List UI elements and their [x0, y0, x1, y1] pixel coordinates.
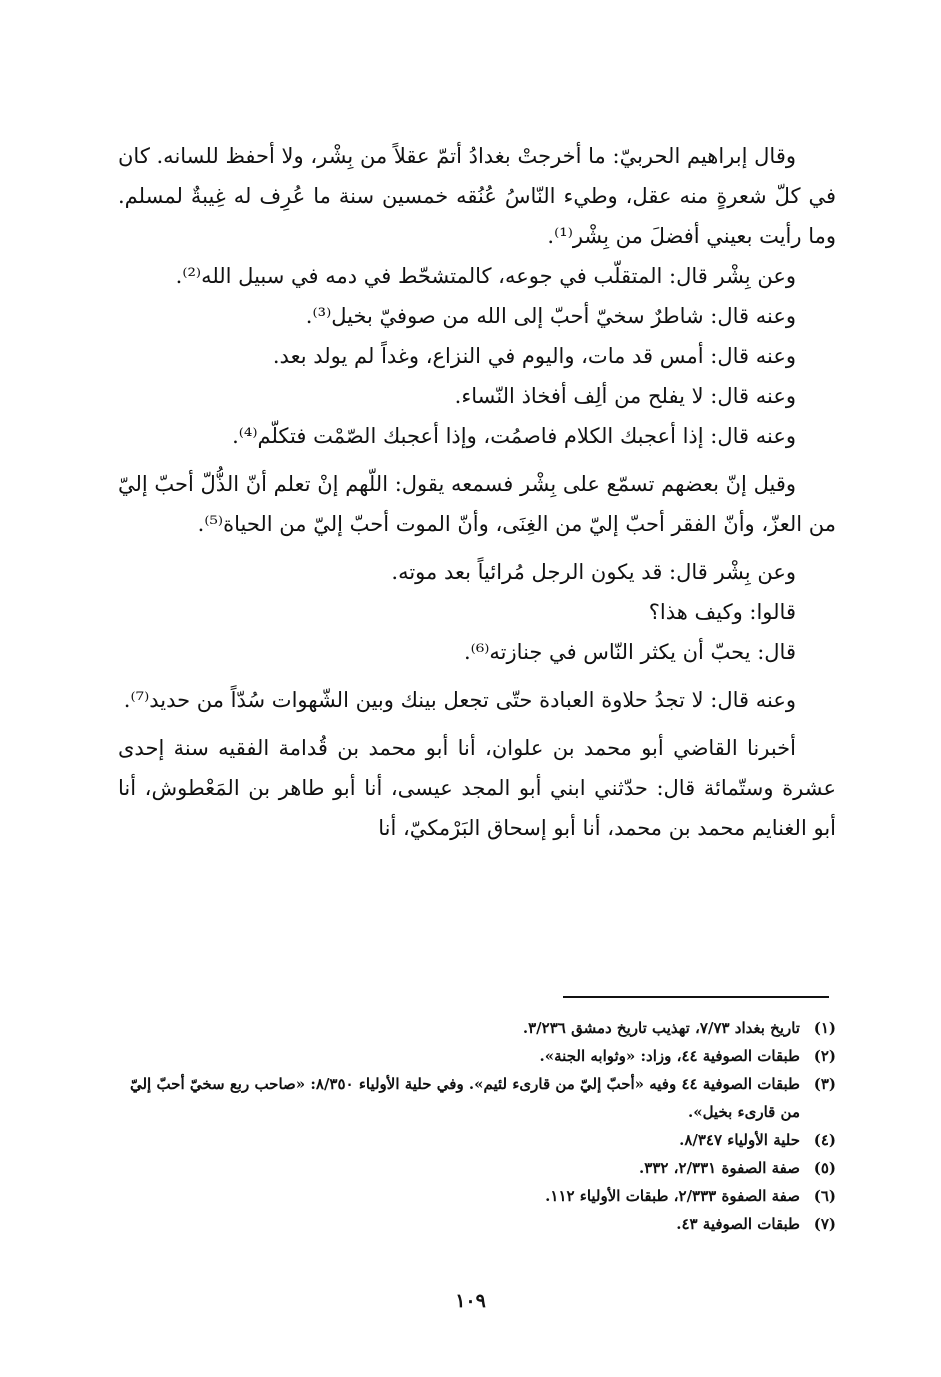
- paragraph-prayer: وقيل إنّ بعضهم تسمّع على بِشْر فسمعه يقول: اللّهم إنْ تعلم أنّ الذُّلّ أحبّ إليّ من العزّ، وأنّ الفقر أحبّ إليّ من الغِنَى، وأنّ الموت أحبّ إليّ من الحياة⁽⁵⁾.: [118, 472, 836, 536]
- paragraph-hypocrite-after-death: وعن بِشْر قال: قد يكون الرجل مُرائياً بعد موته.: [391, 560, 796, 584]
- footnote-number: (٣): [813, 1075, 836, 1093]
- footnote-text: صفة الصفوة ٢/٣٣٣، طبقات الأولياء ١١٢.: [545, 1187, 800, 1205]
- footnote-text: طبقات الصوفية ٤٤، وزاد: «وثوابه الجنة».: [539, 1047, 800, 1065]
- page-number: ١٠٩: [455, 1290, 486, 1312]
- footnote-1: [118, 1014, 836, 1042]
- paragraph-isnad: أخبرنا القاضي أبو محمد بن علوان، أنا أبو محمد بن قُدامة الفقيه سنة إحدى عشرة وستّمائة قال: حدّثني ابني أبو المجد عيسى، أنا أبو طاهر بن المَعْطوش، أنا أبو الغنايم محمد بن محمد، أنا أبو إسحاق البَرْمكيّ، أنا: [118, 736, 836, 840]
- paragraph-hunger-saying: وعن بِشْر قال: المتقلّب في جوعه، كالمتشحّط في دمه في سبيل الله⁽²⁾.: [175, 264, 796, 288]
- main-text: [118, 136, 836, 848]
- footnote-number: (٢): [813, 1047, 836, 1065]
- paragraph-generous-rogue: وعنه قال: شاطرٌ سخيّ أحبّ إلى الله من صوفيّ بخيل⁽³⁾.: [305, 304, 796, 328]
- paragraph-funeral: قال: يحبّ أن يكثر النّاس في جنازته⁽⁶⁾.: [464, 640, 796, 664]
- footnote-divider: [563, 996, 829, 998]
- footnote-text: طبقات الصوفية ٤٣.: [676, 1215, 800, 1233]
- footnote-text: طبقات الصوفية ٤٤ وفيه «أحبّ إليّ من قارىء لئيم». وفي حلية الأولياء ٨/٣٥٠: «صاحب ربع سخيّ أحبّ إليّ من قارىء بخيل».: [129, 1075, 800, 1121]
- footnote-2: [118, 1042, 836, 1070]
- footnote-number: (٤): [813, 1131, 836, 1149]
- footnote-3: [118, 1070, 836, 1126]
- footnote-number: (١): [813, 1019, 836, 1037]
- footnote-text: صفة الصفوة ٢/٣٣١، ٣٣٢.: [639, 1159, 800, 1177]
- footnote-text: تاريخ بغداد ٧/٧٣، تهذيب تاريخ دمشق ٣/٢٣٦.: [522, 1019, 800, 1037]
- footnote-4: [118, 1126, 836, 1154]
- footnotes: [118, 1014, 836, 1238]
- paragraph-sweetness-worship: وعنه قال: لا تجدُ حلاوة العبادة حتّى تجعل بينك وبين الشّهوات سُدّاً من حديد⁽⁷⁾.: [123, 688, 796, 712]
- footnote-number: (٦): [813, 1187, 836, 1205]
- footnote-number: (٥): [813, 1159, 836, 1177]
- paragraph-they-said: قالوا: وكيف هذا؟: [648, 600, 796, 624]
- paragraph-speech-silence: وعنه قال: إذا أعجبك الكلام فاصمُت، وإذا أعجبك الصّمْت فتكلّم⁽⁴⁾.: [232, 424, 796, 448]
- paragraph-no-success: وعنه قال: لا يفلح من ألِف أفخاذ النّساء.: [454, 384, 796, 408]
- footnote-number: (٧): [813, 1215, 836, 1233]
- paragraph-yesterday-today: وعنه قال: أمس قد مات، واليوم في النزاع، وغداً لم يولد بعد.: [272, 344, 796, 368]
- footnote-6: [118, 1182, 836, 1210]
- footnote-7: [118, 1210, 836, 1238]
- footnote-5: [118, 1154, 836, 1182]
- paragraph-ibrahim-harbi: وقال إبراهيم الحربيّ: ما أخرجتْ بغدادُ أتمّ عقلاً من بِشْر، ولا أحفظ للسانه. كان في كلّ شعرةٍ منه عقل، وطيء النّاسُ عُنُقه خمسين سنة ما عُرِف له غِيبةٌ لمسلم. وما رأيت بعيني أفضلَ من بِشْر⁽¹⁾.: [118, 144, 836, 248]
- footnote-text: حلية الأولياء ٨/٣٤٧.: [679, 1131, 800, 1149]
